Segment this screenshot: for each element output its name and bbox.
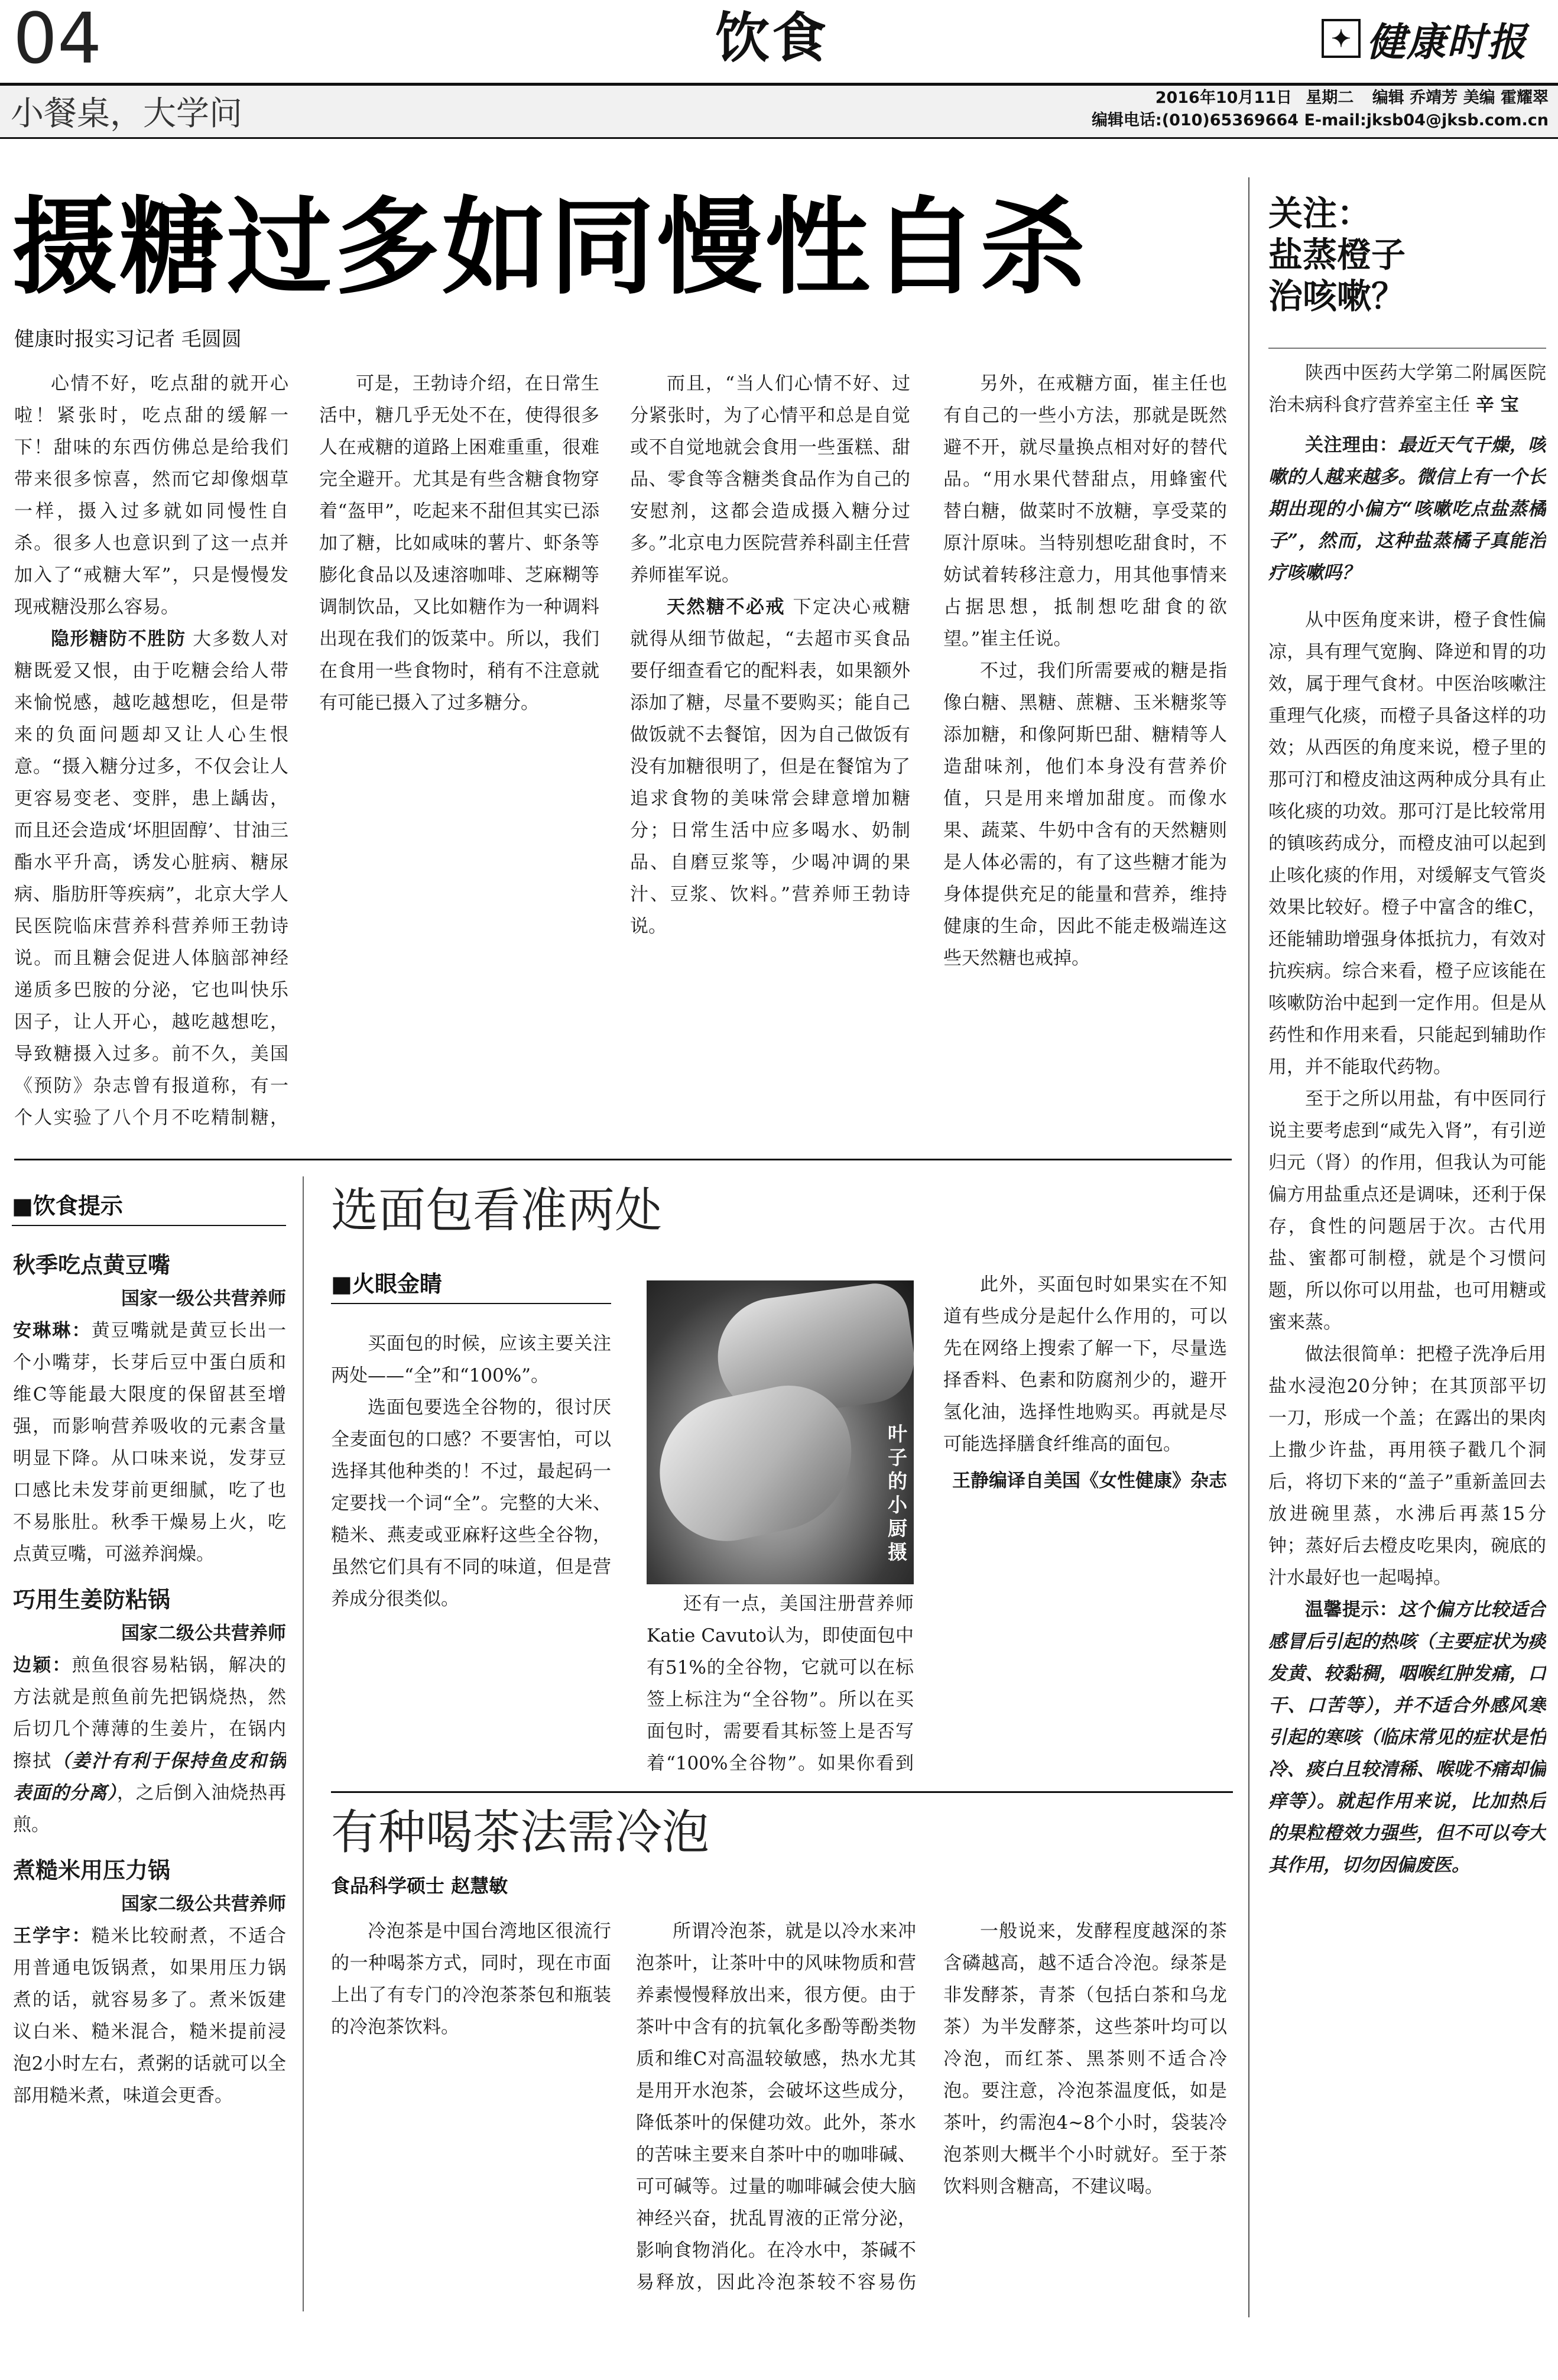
editor-credits: 编辑 乔靖芳 美编 霍耀翠 [1372,89,1549,107]
main-p7: 不过，我们所需要戒的糖是指像白糖、黑糖、蔗糖、玉米糖浆等添加糖，和像阿斯巴甜、糖精等人造甜味剂，他们本身没有营养价值，只是用来增加甜度。而像水果、蔬菜、牛奶中含有的天然糖则是人体必需的，有了这些糖才能为身体提供充足的能量和营养，维持健康的生命，因此不能走极端连这些天然糖也戒掉。 [943,660,1227,969]
tea-byline: 食品科学硕士 赵慧敏 [331,1875,508,1897]
main-col-3 [630,368,910,1136]
photo-caption: 叶子的小厨摄 [888,1422,907,1564]
bread-tag: ■火眼金睛 [331,1271,442,1297]
paper-name: 健康时报 [1367,18,1527,65]
main-subhead-2: 天然糖不必戒 [667,596,786,618]
sidebar-tip: 温馨提示：这个偏方比较适合感冒后引起的热咳（主要症状为痰发黄、较黏稠，咽喉红肿发痛，口干、口苦等），并不适合外感风寒引起的寒咳（临床常见的症状是怕冷、痰白且较清稀、喉咙不痛却偏痒等）。就起作用来说，比加热后的果粒橙效力强些，但不可以夸大其作用，切勿因偏废医。 [1268,1599,1546,1876]
bread-photo [647,1280,914,1584]
main-article-bottom-rule [14,1159,1232,1160]
tips-divider [303,1176,304,2311]
bread-tag-rule [331,1303,611,1304]
bread-bottom-rule [331,1791,1233,1793]
sidebar-author-name: 辛 宝 [1475,394,1519,416]
tip1-name: 安琳琳： [13,1320,92,1341]
page-number: 04 [13,0,102,79]
main-col-1 [14,368,288,1136]
sidebar-body [1268,357,1546,2308]
tip1-title: 秋季吃点黄豆嘴 [13,1252,171,1278]
tips-tag: ■饮食提示 [12,1193,123,1219]
tip3-text: 糙米比较耐煮，不适合用普通电饭锅煮，如果用压力锅煮的话，就容易多了。煮米饭建议白米、糙米混合，糙米提前浸泡2小时左右，煮粥的话就可以全部用糙米煮，味道会更香。 [13,1925,286,2106]
contact-line: 编辑电话:(010)65369664 E-mail:jksb04@jksb.com.cn [1091,111,1549,129]
tip2-title: 巧用生姜防粘锅 [13,1587,171,1613]
column-name: 小餐桌，大学问 [11,95,242,133]
main-p3: 可是，王勃诗介绍，在日常生活中，糖几乎无处不在，使得很多人在戒糖的道路上困难重重，很难完全避开。尤其是有些含糖食物穿着“盔甲”，吃起来不甜但其实已添加了糖，比如咸味的薯片、虾条等膨化食品以及速溶咖啡、芝麻糊等调制饮品，又比如糖作为一种调料出现在我们的饭菜中。所以，我们在食用一些食物时，稍有不注意就有可能已摄入了过多糖分。 [319,373,599,714]
main-col-4 [943,368,1227,1136]
bread-col-1 [331,1328,611,1777]
main-byline: 健康时报实习记者 毛圆圆 [14,328,242,351]
tip2-role: 国家二级公共营养师 [121,1623,286,1644]
masthead-rule-bottom [0,137,1558,139]
sidebar-heading [1268,193,1546,317]
bread-credit: 王静编译自美国《女性健康》杂志 [952,1470,1227,1491]
main-col-2 [319,368,599,1136]
section-title: 饮食 [715,6,829,70]
main-subhead-1: 隐形糖防不胜防 [51,628,186,650]
tip2-text3: ，之后倒入油烧热再煎。 [13,1782,286,1836]
tip3-role: 国家二级公共营养师 [121,1893,286,1915]
sidebar-tag: 关注： [1268,193,1372,234]
sidebar-title-line2: 治咳嗽？ [1268,276,1406,316]
tea-p2: 所谓冷泡茶，就是以冷水来冲泡茶叶，让茶叶中的风味物质和营养素慢慢释放出来，很方便。由于茶叶中含有的抗氧化多酚等酚类物质和维C对高温较敏感，热水尤其是用开水泡茶，会破坏这些成分，降低茶叶的保健功效。此外，茶水的苦味主要来自茶叶中的咖啡碱、可可碱等。过量的咖啡碱会使大脑神经兴奋，扰乱胃液的正常分泌，影响食物消化。在冷水中，茶碱不易释放，因此冷泡茶较不容易伤 [636,1921,916,2293]
paper-logo [1322,13,1527,64]
bread-col-3 [943,1269,1227,1783]
tea-p1: 冷泡茶是中国台湾地区很流行的一种喝茶方式，同时，现在市面上出了有专门的冷泡茶茶包和瓶装的冷泡茶饮料。 [331,1921,611,2038]
main-p5: 下定决心戒糖就得从细节做起，“去超市买食品要仔细查看它的配料表，如果额外添加了糖，尽量不要购买；能自己做饭就不去餐馆，因为自己做饭有没有加糖很明了，但是在餐馆为了追求食物的美味常会肆意增加糖分；日常生活中应多喝水、奶制品、自磨豆浆等，少喝冲调的果汁、豆浆、饮料。”营养师王勃诗说。 [630,596,910,937]
tea-title: 有种喝茶法需冷泡 [331,1805,709,1860]
sidebar-reason: 关注理由：最近天气干燥，咳嗽的人越来越多。微信上有一个长期出现的小偏方“咳嗽吃点盐蒸橘子”，然而，这种盐蒸橘子真能治疗咳嗽吗？ [1268,435,1546,583]
tip1-role: 国家一级公共营养师 [121,1288,286,1309]
main-headline: 摄糖过多如同慢性自杀 [12,185,1088,309]
bread-col-2 [647,1588,914,1777]
main-p6: 另外，在戒糖方面，崔主任也有自己的一些小方法，那就是既然避不开，就尽量换点相对好的替代品。“用水果代替甜点，用蜂蜜代替白糖，做菜时不放糖，享受菜的原汁原味。当特别想吃甜食时，不妨试着转移注意力，用其他事情来占据思想，抵制想吃甜食的欲望。”崔主任说。 [943,373,1227,650]
sidebar-author: 陕西中医药大学第二附属医院治未病科食疗营养室主任 辛 宝 [1268,362,1546,416]
tea-p3: 一般说来，发酵程度越深的茶含磷越高，越不适合冷泡。绿茶是非发酵茶，青茶（包括白茶和乌龙茶）为半发酵茶，这些茶叶均可以冷泡，而红茶、黑茶则不适合冷泡。要注意，冷泡茶温度低，如是茶叶，约需泡4~8个小时，袋装冷泡茶则大概半个小时就好。至于茶饮料则含糖高，不建议喝。 [943,1921,1227,2197]
tea-col-2 [636,1915,916,2294]
paper-logo-icon: ✦ [1322,19,1361,58]
tip2-text1: 煎鱼很容易粘锅，解决的方法就是煎鱼前先把锅烧热，然后切几个薄薄的生姜片，在锅内擦拭 [13,1655,286,1772]
bread-p4: 此外，买面包时如果实在不知道有些成分是起什么作用的，可以先在网络上搜索了解一下，尽量选择香料、色素和防腐剂少的，避开氢化油，选择性地购买。再就是尽可能选择膳食纤维高的面包。 [943,1274,1227,1455]
sidebar-divider [1248,177,1249,2317]
main-p1: 心情不好，吃点甜的就开心啦！紧张时，吃点甜的缓解一下！甜味的东西仿佛总是给我们带来很多惊喜，然而它却像烟草一样，摄入过多就如同慢性自杀。很多人也意识到了这一点并加入了“戒糖大军”，只是慢慢发现戒糖没那么容易。 [14,373,288,618]
tips-body [13,1247,286,2311]
tips-tag-rule [12,1225,286,1226]
sidebar-p1: 从中医角度来讲，橙子食性偏凉，具有理气宽胸、降逆和胃的功效，属于理气食材。中医治咳嗽注重理气化痰，而橙子具备这样的功效；从西医的角度来说，橙子里的那可汀和橙皮油这两种成分具有止咳化痰的功效。那可汀是比较常用的镇咳药成分，而橙皮油可以起到止咳化痰的作用，对缓解支气管炎效果比较好。橙子中富含的维C，还能辅助增强身体抵抗力，有效对抗疾病。综合来看，橙子应该能在咳嗽防治中起到一定作用。但是从药性和作用来看，只能起到辅助作用，并不能取代药物。 [1268,609,1546,1078]
sidebar-p3: 做法很简单：把橙子洗净后用盐水浸泡20分钟；在其顶部平切一刀，形成一个盖；在露出的果肉上撒少许盐，再用筷子戳几个洞后，将切下来的“盖子”重新盖回去放进碗里蒸，水沸后再蒸15分钟；蒸好后去橙皮吃果肉，碗底的汁水最好也一起喝掉。 [1268,1344,1546,1588]
tea-col-1 [331,1915,611,2294]
tip3-title: 煮糙米用压力锅 [13,1857,171,1883]
masthead-rule-top [0,83,1558,86]
sidebar-p2: 至于之所以用盐，有中医同行说主要考虑到“咸先入肾”，有引逆归元（肾）的作用，但我认为可能偏方用盐重点还是调味，还利于保存，食性的问题居于次。古代用盐、蜜都可制橙，就是个习惯问题，所以你可以用盐，也可用糖或蜜来蒸。 [1268,1088,1546,1333]
main-p4: 而且，“当人们心情不好、过分紧张时，为了心情平和总是自觉或不自觉地就会食用一些蛋糕、甜品、零食等含糖类食品作为自己的安慰剂，这都会造成摄入糖分过多。”北京电力医院营养科副主任营养师崔军说。 [630,373,910,586]
tip2-text2: （姜汁有利于保持鱼皮和锅表面的分离） [13,1750,286,1804]
sidebar-heading-rule [1268,348,1546,349]
tip1-text: 黄豆嘴就是黄豆长出一个小嘴芽，长芽后豆中蛋白质和维C等能最大限度的保留甚至增强，而影响营养吸收的元素含量明显下降。从口味来说，发芽豆口感比未发芽前更细腻，吃了也不易胀肚。秋季干燥易上火，吃点黄豆嘴，可滋养润燥。 [13,1320,286,1565]
tea-col-3 [943,1915,1227,2294]
bread-title: 选面包看准两处 [331,1183,662,1238]
issue-date: 2016年10月11日 [1155,89,1292,107]
bread-p1: 买面包的时候，应该主要关注两处——“全”和“100%”。 [331,1333,611,1386]
sidebar-title-line1: 盐蒸橙子 [1268,235,1406,275]
bread-p2: 选面包要选全谷物的，很讨厌全麦面包的口感？不要害怕，可以选择其他种类的！不过，最起码一定要找一个词“全”。完整的大米、糙米、燕麦或亚麻籽这些全谷物，虽然它们具有不同的味道，但是营养成分很类似。 [331,1397,611,1610]
tip2-name: 边颖： [13,1655,72,1676]
bread-p3: 还有一点，美国注册营养师Katie Cavuto认为，即使面包中有51%的全谷物，它就可以在标签上标注为“全谷物”。所以在买面包时，需要看其标签上是否写着“100%全谷物”。如果你看到 [647,1593,914,1774]
tip3-name: 王学宇： [13,1925,92,1947]
issue-weekday: 星期二 [1306,89,1354,107]
main-p2: 大多数人对糖既爱又恨，由于吃糖会给人带来愉悦感，越吃越想吃，但是带来的负面问题却又让人心生恨意。“摄入糖分过多，不仅会让人更容易变老、变胖，患上龋齿，而且还会造成‘坏胆固醇’、甘油三酯水平升高，诱发心脏病、糖尿病、脂肪肝等疾病”，北京大学人民医院临床营养科营养师王勃诗说。而且糖会促进人体脑部神经递质多巴胺的分泌，它也叫快乐因子，让人开心，越吃越想吃，导致糖摄入过多。前不久，美国《预防》杂志曾有报道称，有一个人实验了八个月不吃精制糖， [14,628,288,1129]
masthead-info-line1 [1005,87,1549,109]
